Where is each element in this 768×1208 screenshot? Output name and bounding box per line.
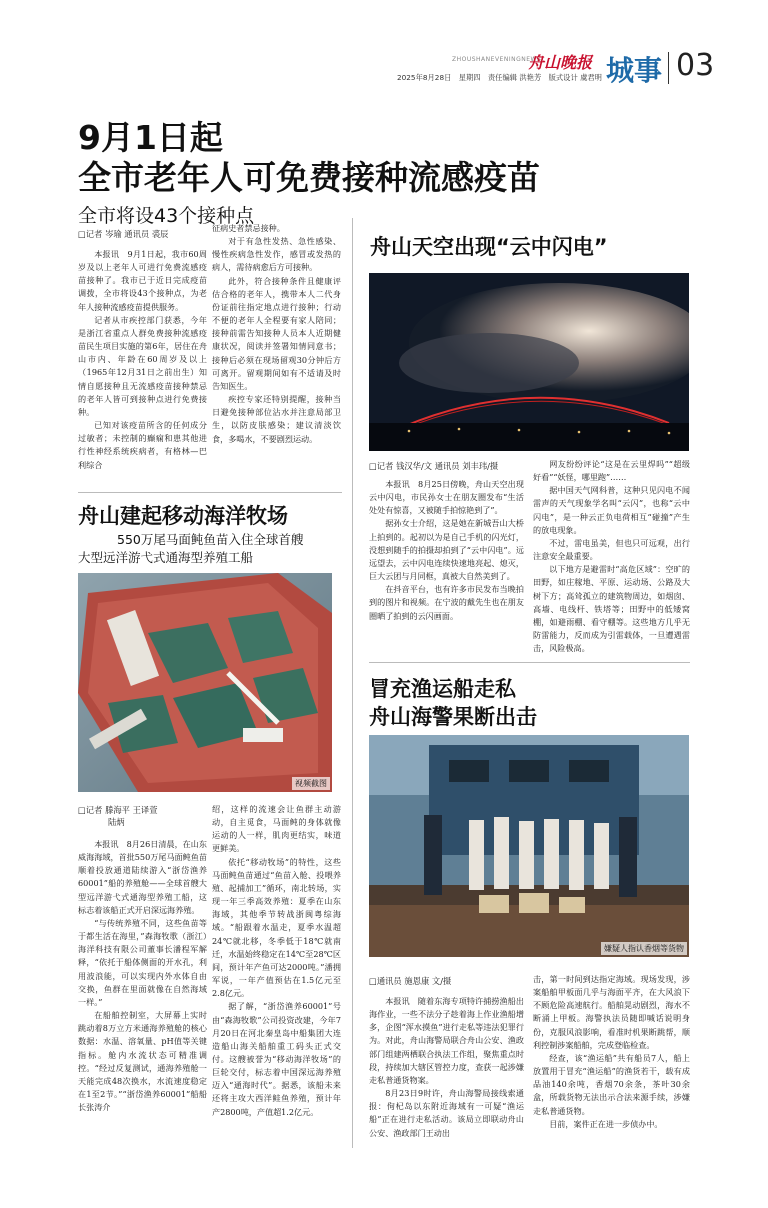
article4-title-line1: 冒充渔运船走私 <box>369 677 516 701</box>
paragraph: 8月23日9时许，舟山海警局接线索通报：佝杞岛以东附近海域有一可疑“渔运船”正在进行走私活动。该局立即联动舟山公安、渔政部门王动出 <box>369 1088 524 1138</box>
paragraph: 击，第一时间到达指定海域。现场发现，涉案船舶甲板面几乎与海面平齐，在大风浪下不顾危险高速航行。船舶晃动剧烈，海水不断涌上甲板。海警执法员随即喊话说明身份，克服风浪影响，看准时机果断跳帮，顺利控制涉案船舶，完成登临检查。 <box>533 974 690 1050</box>
article4-column-1 <box>369 995 524 1150</box>
article2-byline <box>78 804 158 828</box>
newspaper-logo: 舟山晚报 <box>528 53 593 72</box>
masthead <box>0 0 768 100</box>
paragraph: 不过，雷电虽美，但也只可远观，出行注意安全最重要。 <box>533 537 690 562</box>
paragraph: 此外，符合接种条件且健康评估合格的老年人，携带本人二代身份证前往指定地点进行接种；行动不便的老年人全程要有家人陪同；接种前需告知接种人员本人近期健康状况，阅读并签署知情同意书；接种后必须在现场留观30分钟后方可离开。留观期间如有不适请及时告知医生。 <box>212 275 341 391</box>
paragraph: 据了解，“浙岱渔养60001”号由“森海牧歌”公司投资改建，今年7月20日在河北秦皇岛中船集团大连造船山海关船舶重工码头正式交付。这艘被誉为“移动海洋牧场”的巨轮交付，标志着中国深远海养殖迈入“通海时代”。据悉，该船未来还将主攻大西洋鲑鱼养殖，预计年产2800吨，产值超1.2亿元。 <box>212 1001 341 1117</box>
article4-title-line2: 舟山海警果断出击 <box>369 705 537 729</box>
article1-title-line1: 9月1日起 <box>78 118 223 157</box>
article2-column-2 <box>212 803 341 1148</box>
article2-title: 舟山建起移动海洋牧场 <box>78 504 288 528</box>
paragraph: 本报讯 8月26日清晨，在山东威海海域，首批550万尾马面鲀鱼苗顺着投放通道陆续游入“浙岱渔养60001”船的养殖舱——全球首艘大型远洋游弋式通海型养殖工船，这标志着该船正式开启深远海养殖。 <box>78 839 207 915</box>
photo-caption: 嫌疑人指认香烟等货物 <box>601 942 687 955</box>
paragraph: 本报讯 9月1日起，我市60周岁及以上老年人可进行免费流感疫苗接种了。我市已于近日完成疫苗调拨，全市将设43个接种点，为老年人接种流感疫苗提供服务。 <box>78 249 207 312</box>
fish-farm-ship-photo <box>78 573 332 792</box>
paragraph: 本报讯 随着东海专项特许捕捞渔船出海作业，一些不法分子趁着海上作业渔船增多，企图“浑水摸鱼”进行走私等违法犯罪行为。对此，舟山海警局联合舟山公安、渔政部门组建两栖联合执法工作组，聚焦重点时段，持续加大辖区管控力度，查获一起涉嫌走私普通货物案。 <box>369 996 524 1085</box>
page-number: 03 <box>676 48 715 83</box>
photo-caption: 视频截图 <box>292 777 330 790</box>
article2-subtitle-line2: 大型远洋游弋式通海型养殖工船 <box>78 550 254 565</box>
paragraph: 依托“移动牧场”的特性，这些马面鲀鱼苗通过“鱼苗入舱、投喂养殖、起捕加工”循环，南北转场，实现一年三季高效养殖：夏季在山东海域，其他季节转战浙闽粤综海域。“船跟着水温走，夏季水温超24℃就北移，冬季低于18℃就南迁，水温始终稳定在14℃至28℃区间，预计年产鱼可达2000吨。”潘拥军说，一年产值预估在1.5亿元至2.8亿元。 <box>212 856 341 999</box>
paragraph: “与传统养殖不同，这些鱼苗等于都生活在海里，”森海牧歌（浙江）海洋科技有限公司董事长潘程军解释，“依托于船体侧面的开水孔，利用波浪能，可以实现内外水体自由交换，鱼群在里面就像在自然海域一样。” <box>78 917 207 1007</box>
article1-byline: □记者 岑瑜 通讯员 裘辰 <box>78 229 169 239</box>
masthead-divider <box>668 52 669 84</box>
section-title: 城事 <box>606 54 663 87</box>
paragraph: 本报讯 8月25日傍晚，舟山天空出现云中闪电，市民孙女士在朋友圈发布“生活处处有惊喜，又被随手拍惊艳到了”。 <box>369 479 524 516</box>
paragraph: 疾控专家还特别提醒，接种当日避免接种部位沾水并注意局部卫生，以防皮肤感染；建议清淡饮食，多喝水，不要剧烈运动。 <box>212 394 341 444</box>
cloud-lightning-photo <box>369 273 689 451</box>
paragraph: 网友纷纷评论“这是在云里焊吗”“超级好看”“妖怪，哪里跑”…… <box>533 459 690 483</box>
paragraph: 在抖音平台，也有许多市民发布当晚拍到的图片和视频。在宁波的戴先生也在朋友圈晒了拍到的云闪画面。 <box>369 584 524 621</box>
divider <box>78 492 342 493</box>
paragraph: 已知对该疫苗所含的任何成分过敏者；未控制的癫痫和患其他进行性神经系统疾病者，有格林—巴利综合 <box>78 420 207 470</box>
byline-line: □记者 滕海平 王译萱 <box>78 805 158 815</box>
column-divider <box>352 218 353 1148</box>
paragraph: 目前，案件正在进一步侦办中。 <box>549 1118 663 1129</box>
article1-column-1 <box>78 248 207 493</box>
paragraph: 以下地方是避雷时“高危区域”：空旷的田野，如庄稼地、平原、运动场、公路及大树下方；高耸孤立的建筑物周边，如烟囱、高墙、电线杆、铁塔等；田野中的低矮窝棚，如避雨棚、看守棚等。这些地方几乎无防雷能力，反而成为引雷载体，一旦遭遇雷击，风险极高。 <box>533 564 690 654</box>
paragraph: 征病史者禁忌接种。 <box>212 223 285 233</box>
paragraph: 绍，这样的流速会让鱼群主动游动，自主觅食，马面鲀的身体就像运动的人一样，肌肉更结实，味道更鲜美。 <box>212 804 341 854</box>
article3-title: 舟山天空出现“云中闪电” <box>370 235 608 259</box>
article4-byline: □通讯员 施恩康 文/摄 <box>369 976 452 986</box>
masthead-english-name: ZHOUSHANEVENINGNEWS <box>452 56 542 63</box>
paragraph: 据孙女士介绍，这是她在新城吾山大桥上拍到的。起初以为是自己手机的闪光灯，没想到随手的拍摄却拍到了“云中闪电”。远远望去，云中闪电连续快速地亮起、熄灭，巨大云团与月同框，真被大自然美到了。 <box>369 518 524 582</box>
article1-subtitle: 全市将设43个接种点 <box>78 205 255 227</box>
article1-title-line2: 全市老年人可免费接种流感疫苗 <box>78 158 540 197</box>
paragraph: 在船舶控制室，大屏幕上实时跳动着8万立方米通海养殖舱的核心数据：水温、溶氧量、pH值等关键指标。舱内水流状态可精准调控。“经过反复测试，通海养殖舱一天能完成48次换水，水流速度稳定在1至2节。”“浙岱渔养60001”船船长张涛介 <box>78 1010 207 1113</box>
article1-column-2 <box>212 222 341 494</box>
article4-column-2 <box>533 973 690 1150</box>
byline-line: 陆炳 <box>108 817 125 827</box>
paragraph: 经查，该“渔运船”共有船员7人，船上放置用于冒充“渔运船”的渔货若干，载有成品油140余吨，香烟70余条，茶叶30余盒，所载货物无法出示合法来源手续，涉嫌走私普通货物。 <box>533 1052 690 1116</box>
smuggling-boat-photo <box>369 735 689 957</box>
article3-column-2 <box>533 458 690 655</box>
masthead-info: 2025年8月28日 星期四 责任编辑 洪艳芳 版式设计 虞君明 <box>397 73 602 82</box>
paragraph: 据中国天气网科普，这种只见闪电不闻雷声的天气现象学名叫“云闪”，也称“云中闪电”，是一种云正负电荷相互“碰撞”产生的放电现象。 <box>533 485 690 535</box>
divider <box>369 662 690 663</box>
article3-column-1 <box>369 478 524 655</box>
article3-byline: □记者 钱汉华/文 通讯员 刘丰玮/摄 <box>369 461 499 471</box>
paragraph: 记者从市疾控部门获悉，今年是浙江省重点人群免费接种流感疫苗民生项目实施的第6年，居住在舟山市内、年龄在60周岁及以上（1965年12月31日之前出生）知情自愿接种且无流感疫苗接种禁忌的老年人皆可到接种点进行免费接种。 <box>78 314 207 417</box>
article2-column-1 <box>78 838 207 1148</box>
paragraph: 对于有急性发热、急性感染、慢性疾病急性发作，感冒或发热的病人，需待病愈后方可接种。 <box>212 236 341 273</box>
article2-subtitle-line1: 550万尾马面鲀鱼苗入住全球首艘 <box>117 532 304 547</box>
